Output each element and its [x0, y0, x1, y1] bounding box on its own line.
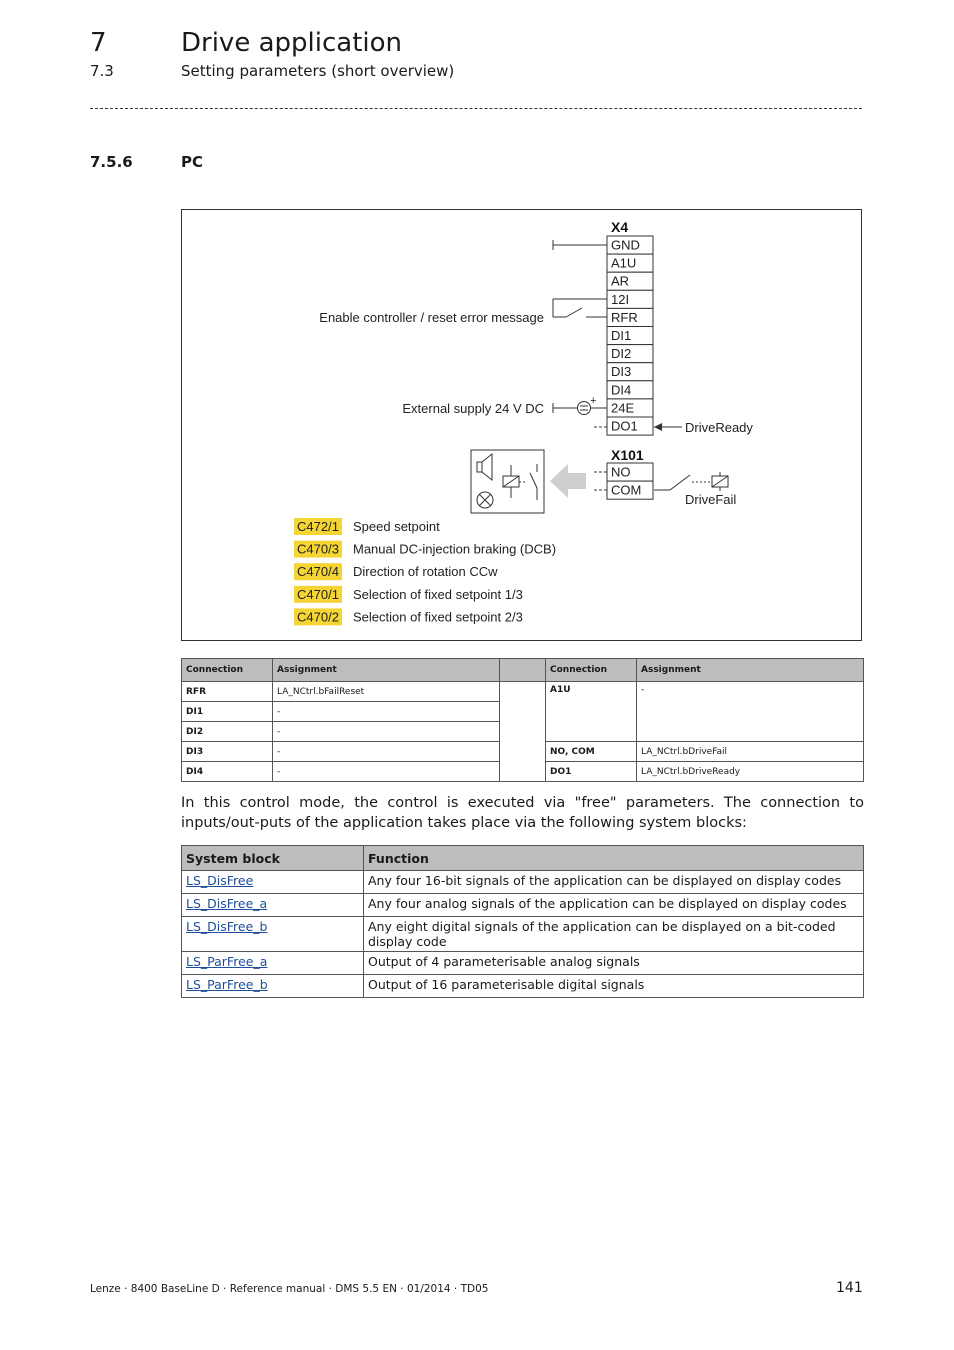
system-block-link[interactable]: LS_DisFree_b	[186, 919, 268, 934]
system-block-link[interactable]: LS_DisFree	[186, 873, 254, 888]
assignment-cell: -	[273, 762, 500, 782]
legend-item	[294, 608, 523, 625]
table-row	[182, 952, 864, 975]
x4-terminal-a1u	[607, 254, 653, 272]
x4-terminal-ar	[607, 272, 653, 290]
system-block-link[interactable]: LS_ParFree_b	[186, 977, 268, 992]
parameter-legend	[294, 518, 556, 625]
relay-contact	[654, 472, 728, 491]
col-header-assignment-right: Assignment	[637, 659, 864, 682]
function-cell: Any four analog signals of the application can be displayed on display codes	[364, 894, 864, 917]
col-header-function: Function	[364, 846, 864, 871]
svg-text:AR: AR	[611, 273, 630, 289]
svg-text:DO1: DO1	[611, 418, 638, 434]
wiring-diagram	[181, 209, 862, 641]
relay-lamp-box	[471, 450, 544, 513]
assignment-cell: -	[273, 702, 500, 722]
page-number: 141	[836, 1280, 863, 1296]
x101-terminal-no	[607, 463, 653, 481]
enable-label: Enable controller / reset error message	[319, 310, 544, 325]
legend-item	[294, 541, 556, 558]
body-paragraph: In this control mode, the control is executed via "free" parameters. The connection to inputs/out-puts of the application takes place via the following system blocks:	[181, 795, 864, 831]
parameter-description: Selection of fixed setpoint 2/3	[353, 609, 523, 625]
function-cell: Any eight digital signals of the application can be displayed on a bit-coded display code	[364, 917, 864, 952]
section-title: Setting parameters (short overview)	[181, 62, 455, 80]
svg-text:DI2: DI2	[611, 346, 632, 362]
supply-symbol	[553, 402, 607, 415]
enable-switch	[553, 299, 607, 317]
legend-item	[294, 563, 498, 580]
x4-terminal-di1	[607, 327, 653, 345]
wiring-diagram-svg	[182, 210, 863, 642]
col-header-connection-left: Connection	[182, 659, 273, 682]
supply-label: External supply 24 V DC	[402, 401, 544, 416]
legend-item	[294, 518, 440, 535]
assignment-cell: -	[273, 722, 500, 742]
parameter-code: C470/3	[297, 541, 339, 557]
spacer-cell	[500, 682, 546, 782]
assignment-cell: -	[273, 742, 500, 762]
header-divider	[90, 108, 862, 109]
svg-text:DI3: DI3	[611, 364, 632, 380]
svg-text:DI1: DI1	[611, 328, 632, 343]
x4-terminal-do1	[607, 417, 653, 435]
system-block-table	[181, 845, 864, 998]
x4-terminal-block	[607, 236, 653, 435]
x101-terminal-block	[607, 463, 653, 499]
heading-title: PC	[181, 153, 204, 171]
x101-label: X101	[611, 447, 644, 463]
connection-cell: RFR	[182, 682, 273, 702]
assignment-cell: LA_NCtrl.bDriveReady	[637, 762, 864, 782]
x4-label: X4	[611, 219, 629, 235]
svg-text:A1U: A1U	[611, 255, 637, 271]
parameter-code: C470/1	[297, 586, 339, 602]
footer-document-info: Lenze · 8400 BaseLine D · Reference manual · DMS 5.5 EN · 01/2014 · TD05	[90, 1283, 489, 1295]
x4-terminal-di4	[607, 381, 653, 399]
table-row	[182, 975, 864, 998]
connection-cell: DO1	[546, 762, 637, 782]
svg-text:NO: NO	[611, 464, 631, 480]
heading-number: 7.5.6	[90, 153, 133, 171]
connection-cell: A1U	[546, 682, 637, 742]
parameter-description: Direction of rotation CCw	[353, 564, 498, 580]
system-block-link[interactable]: LS_DisFree_a	[186, 896, 268, 911]
svg-text:12I: 12I	[611, 291, 630, 307]
chapter-number: 7	[90, 28, 107, 58]
svg-text:DI4: DI4	[611, 382, 632, 398]
svg-text:COM: COM	[611, 482, 642, 498]
col-header-system-block: System block	[182, 846, 364, 871]
chapter-title: Drive application	[181, 28, 402, 58]
x4-terminal-rfr	[607, 308, 653, 326]
function-cell: Output of 16 parameterisable digital signals	[364, 975, 864, 998]
parameter-code: C470/2	[297, 609, 339, 625]
connection-cell: NO, COM	[546, 742, 637, 762]
x4-terminal-di2	[607, 345, 653, 363]
svg-text:24E: 24E	[611, 400, 635, 416]
assignment-cell: -	[637, 682, 864, 742]
function-cell: Output of 4 parameterisable analog signals	[364, 952, 864, 975]
x101-terminal-com	[607, 481, 653, 499]
svg-text:RFR: RFR	[611, 309, 638, 325]
x4-terminal-gnd	[607, 236, 653, 254]
connection-cell: DI3	[182, 742, 273, 762]
function-cell: Any four 16-bit signals of the application can be displayed on display codes	[364, 871, 864, 894]
assignment-cell: LA_NCtrl.bDriveFail	[637, 742, 864, 762]
parameter-code: C472/1	[297, 519, 339, 534]
legend-item	[294, 586, 523, 603]
connection-cell: DI2	[182, 722, 273, 742]
drive-ready-label: DriveReady	[685, 420, 753, 435]
table-row	[182, 682, 864, 702]
col-header-assignment-left: Assignment	[273, 659, 500, 682]
x4-terminal-12i	[607, 290, 653, 308]
table-row	[182, 894, 864, 917]
drive-fail-label: DriveFail	[685, 492, 737, 507]
table-row	[182, 917, 864, 952]
parameter-description: Speed setpoint	[353, 519, 440, 534]
col-header-spacer	[500, 659, 546, 682]
signal-arrow-icon	[550, 464, 586, 498]
col-header-connection-right: Connection	[546, 659, 637, 682]
drive-ready-arrow	[654, 423, 682, 431]
section-number: 7.3	[90, 62, 114, 80]
x4-terminal-di3	[607, 363, 653, 381]
assignment-cell: LA_NCtrl.bFailReset	[273, 682, 500, 702]
connection-cell: DI1	[182, 702, 273, 722]
plus-sign: +	[590, 395, 597, 407]
system-block-link[interactable]: LS_ParFree_a	[186, 954, 268, 969]
table-row	[182, 871, 864, 894]
parameter-code: C470/4	[297, 564, 339, 580]
connection-table	[181, 658, 864, 782]
parameter-description: Manual DC-injection braking (DCB)	[353, 541, 557, 557]
x4-terminal-24e	[607, 399, 653, 417]
parameter-description: Selection of fixed setpoint 1/3	[353, 586, 523, 602]
svg-text:GND: GND	[611, 237, 640, 253]
connection-cell: DI4	[182, 762, 273, 782]
